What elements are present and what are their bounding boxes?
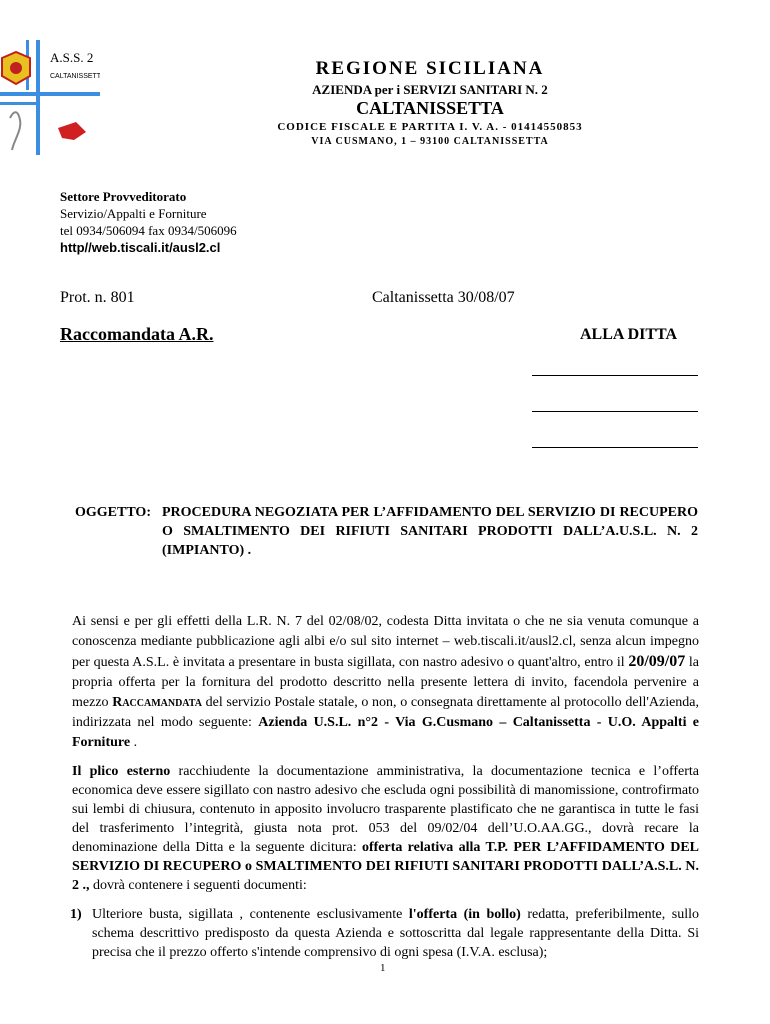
header-line2: CALTANISSETTA (356, 98, 504, 118)
raccomandata-label: Raccomandata A.R. (60, 324, 214, 344)
sender-phone: tel 0934/506094 fax 0934/506096 (60, 223, 237, 238)
paragraph-plico (72, 762, 699, 895)
list-number: 1) (70, 907, 82, 922)
recipient-line (532, 411, 698, 412)
plico-text-a: racchiudente la documentazione amministrativa, la documentazione tecnica e l’offerta economica deve essere sigillato con nastro adesivo che escluda ogni possibilità di manomissione, controfirmato sui lembi di chiusura, contenuto in apposito involucro trasparente plastificato che ne garantisca in tutte le fasi del trasferimento l’integrità, giusta nota prot. 053 del 09/02/04 dell’U.O.AA.GG., dovrà recare la denominazione della Ditta e la seguente dicitura: (72, 764, 700, 855)
delivery-address: Azienda U.S.L. n°2 - Via G.Cusmano – Caltanissetta - U.O. Appalti e Forniture (72, 715, 699, 750)
letter-date: Caltanissetta 30/08/07 (372, 289, 515, 306)
recipient-label: ALLA DITTA (580, 326, 678, 343)
header-title: REGIONE SICILIANA (315, 58, 545, 79)
raccomandata-word: Raccamandata (112, 695, 202, 710)
deadline-date: 20/09/07 (628, 653, 686, 670)
page-number: 1 (380, 962, 386, 974)
sender-url[interactable]: http//web.tiscali.it/ausl2.cl (60, 240, 221, 255)
list-item-1 (72, 905, 699, 962)
header-line4: VIA CUSMANO, 1 – 93100 CALTANISSETTA (311, 136, 549, 147)
sender-sector: Settore Provveditorato (60, 189, 187, 204)
plico-heading: offerta relativa alla T.P. PER L’AFFIDAMENTO DEL SERVIZIO DI RECUPERO o SMALTIMENTO DEI RIFIUTI SANITARI PRODOTTI DALL’A.S.L. N. 2 ., (72, 840, 700, 893)
intro-text-a: Ai sensi e per gli effetti della L.R. N. 7 del 02/08/02, codesta Ditta invitata o che ne sia venuta comunque a conoscenza mediante pubblicazione agli albi e/o sul sito internet – web.tiscali.it/ausl2.cl, senza alcun impegno per questa A.S.L. è invitata a presentare in busta sigillata, con nastro adesivo o quant'altro, entro il (72, 614, 699, 670)
logo-text: A.S.S. 2 (50, 50, 94, 65)
sender-service: Servizio/Appalti e Forniture (60, 206, 207, 221)
sender-block (60, 188, 237, 256)
intro-text-b: la propria offerta per la fornitura del prodotto descritto nella presente lettera di invito, facendola pervenire a mezzo (72, 655, 700, 710)
asl-logo (0, 40, 100, 155)
recipient-line (532, 375, 698, 376)
logo-subtext: CALTANISSETTA (50, 73, 100, 80)
paragraph-intro (72, 612, 699, 753)
header-line3: CODICE FISCALE E PARTITA I. V. A. - 01414550853 (277, 121, 583, 133)
plico-text-b: dovrà contenere i seguenti documenti: (93, 878, 307, 893)
intro-end: . (133, 735, 138, 750)
subject-text: PROCEDURA NEGOZIATA PER L’AFFIDAMENTO DEL SERVIZIO DI RECUPERO O SMALTIMENTO DEI RIFIUTI SANITARI PRODOTTI DALL’A.U.S.L. N. 2 (IMPIANTO) . (162, 505, 698, 558)
subject-block (75, 503, 698, 560)
protocol-number: Prot. n. 801 (60, 289, 135, 306)
item1-text-a: Ulteriore busta, sigillata , contenente esclusivamente (92, 907, 403, 922)
recipient-line (532, 447, 698, 448)
item1-text-b: redatta, preferibilmente, sullo schema descrittivo predisposto da questa Azienda e sottoscritta dal legale rappresentante della Ditta. Si precisa che il prezzo offerto s'intende comprensivo di ogni spesa (I.V.A. esclusa); (92, 907, 700, 960)
item1-bold: l'offerta (in bollo) (408, 907, 521, 922)
subject-label: OGGETTO: (75, 505, 151, 520)
header-line1: AZIENDA per i SERVIZI SANITARI N. 2 (312, 82, 548, 97)
plico-lead: Il plico esterno (72, 764, 171, 779)
intro-text-c: del servizio Postale statale, o non, o consegnata direttamente al protocollo dell'Azienda, indirizzata nel modo seguente: (72, 695, 700, 730)
